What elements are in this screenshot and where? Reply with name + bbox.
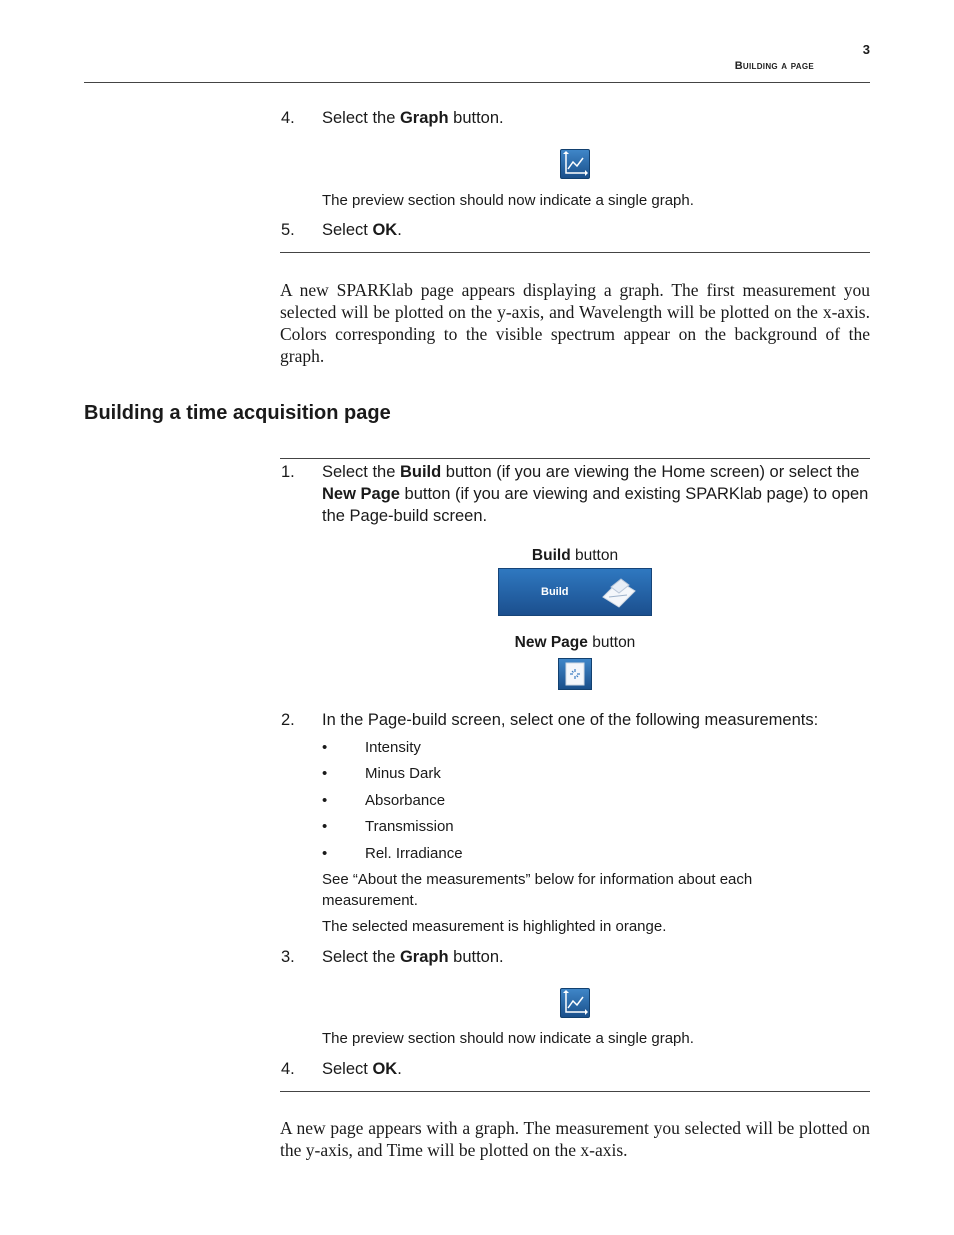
caption-bold: Build — [531, 547, 571, 564]
step-text: Select the — [322, 109, 400, 127]
step-bold: New Page — [322, 485, 400, 503]
section-title: Building a time acquisition page — [84, 402, 391, 424]
step-text: button (if you are viewing the Home screen) or select the — [441, 463, 860, 481]
step-text: button. — [448, 948, 504, 966]
graph-note-2: The preview section should now indicate a single graph. — [322, 1030, 694, 1047]
highlight-note: The selected measurement is highlighted in orange. — [322, 918, 667, 935]
divider — [280, 1091, 870, 1092]
step-number: 2. — [281, 711, 295, 729]
step-number: 1. — [281, 463, 295, 481]
new-page-icon — [559, 659, 591, 689]
build-caption — [425, 547, 725, 565]
see-note: See “About the measurements” below for information about each measurement. — [322, 871, 753, 909]
measurement-minus-dark: Minus Dark — [365, 765, 441, 782]
graph-icon — [561, 989, 589, 1017]
step-number: 4. — [281, 1060, 295, 1078]
newpage-caption — [425, 634, 725, 652]
divider — [280, 252, 870, 253]
new-page-button[interactable] — [558, 658, 592, 690]
graph-note: The preview section should now indicate a single graph. — [322, 192, 694, 209]
page-number: 3 — [862, 42, 870, 57]
step-text: Select — [322, 221, 373, 239]
step-bold: Graph — [399, 109, 449, 127]
step-number: 5. — [281, 221, 295, 239]
graph-button[interactable] — [560, 988, 590, 1018]
measurement-rel-irradiance: Rel. Irradiance — [365, 845, 463, 862]
step-text: Select the — [322, 463, 400, 481]
bullet: • — [322, 818, 328, 835]
step-number: 3. — [281, 948, 295, 966]
step-bold: Build — [399, 463, 442, 481]
build-button[interactable] — [498, 568, 652, 616]
bullet: • — [322, 792, 328, 809]
bullet: • — [322, 765, 328, 782]
build-button-label: Build — [541, 586, 569, 598]
step-text: button (if you are viewing and existing SPARKlab page) to open the Page-build screen. — [322, 485, 869, 525]
running-header: Building a page — [734, 60, 814, 72]
step-bold: OK — [372, 1060, 398, 1078]
step-text: button. — [448, 109, 504, 127]
graph-button[interactable] — [560, 149, 590, 179]
step-text: . — [397, 1060, 402, 1078]
build-icon — [599, 575, 639, 611]
step-bold: Graph — [399, 948, 449, 966]
step-text: . — [397, 221, 402, 239]
step-bold: OK — [372, 221, 398, 239]
caption-bold: New Page — [514, 634, 588, 651]
section-rule — [280, 458, 870, 459]
caption-text: button — [570, 547, 619, 564]
bullet: • — [322, 845, 328, 862]
step-number: 4. — [281, 109, 295, 127]
result-paragraph: A new SPARKlab page appears displaying a graph. The first measurement you selected will be plotted on the y-axis, and Wavelength will be plotted on the x-axis. Colors corresponding to the visible spectrum appear on the background of the graph. — [280, 280, 870, 366]
graph-icon — [561, 150, 589, 178]
bullet: • — [322, 739, 328, 756]
time-result-paragraph: A new page appears with a graph. The measurement you selected will be plotted on the y-axis, and Time will be plotted on the x-axis. — [280, 1118, 870, 1160]
step-text: In the Page-build screen, select one of the following measurements: — [322, 711, 819, 729]
step-text: Select the — [322, 948, 400, 966]
step-text: Select — [322, 1060, 373, 1078]
measurement-absorbance: Absorbance — [365, 792, 446, 809]
measurement-intensity: Intensity — [365, 739, 421, 756]
caption-text: button — [587, 634, 636, 651]
measurement-transmission: Transmission — [365, 818, 454, 835]
header-rule — [84, 82, 870, 83]
